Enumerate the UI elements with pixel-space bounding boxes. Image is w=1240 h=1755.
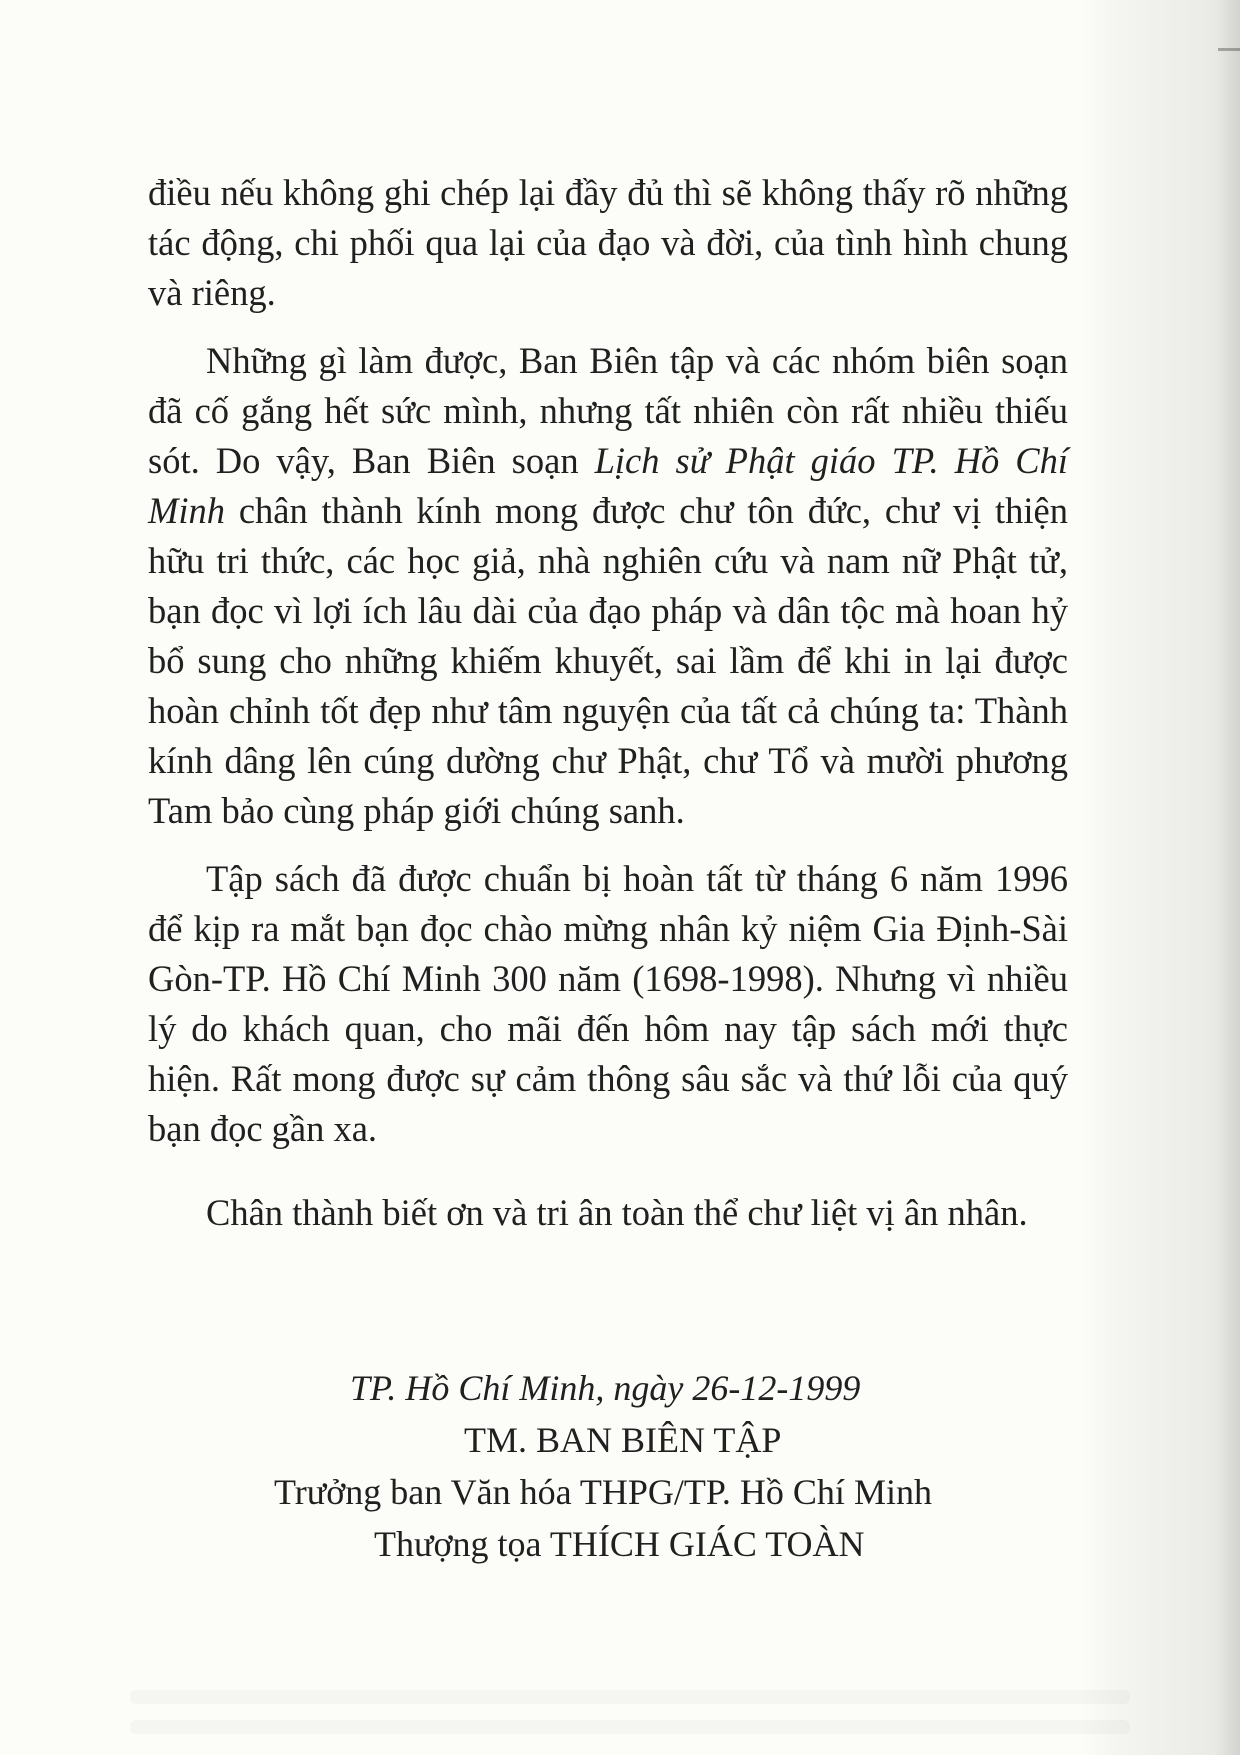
paragraph-continuation: điều nếu không ghi chép lại đầy đủ thì sẽ không thấy rõ những tác động, chi phối qua lại của đạo và đời, của tình hình chung và riêng. xyxy=(148,172,1068,313)
paragraph-publication-note: Tập sách đã được chuẩn bị hoàn tất từ tháng 6 năm 1996 để kịp ra mắt bạn đọc chào mừng nhân kỷ niệm Gia Định-Sài Gòn-TP. Hồ Chí Minh 300 năm (1698-1998). Nhưng vì nhiều lý do khách quan, cho mãi đến hôm nay tập sách mới thực hiện. Rất mong được sự cảm thông sâu sắc và thứ lỗi của quý bạn đọc gần xa. xyxy=(148,858,1068,1149)
page-edge-shadow xyxy=(1216,0,1240,1755)
signature-organization: TM. BAN BIÊN TẬP xyxy=(464,1420,782,1460)
body-text xyxy=(148,168,1068,1256)
paragraph-apology xyxy=(148,336,1068,836)
page-edge-mark xyxy=(1218,48,1240,51)
signature-name: Thượng tọa THÍCH GIÁC TOÀN xyxy=(374,1524,865,1564)
paragraph-text: Những gì làm được, Ban Biên tập và các nhóm biên soạn đã cố gắng hết sức mình, nhưng tất nhiên còn rất nhiều thiếu sót. Do vậy, Ban Biên soạn xyxy=(148,340,1068,481)
bleed-through-shade xyxy=(130,1720,1130,1734)
signature-block xyxy=(148,1362,1068,1570)
book-title: Lịch sử Phật giáo TP. Hồ Chí Minh xyxy=(148,440,1068,531)
paragraph-text: chân thành kính mong được chư tôn đức, chư vị thiện hữu tri thức, các học giả, nhà nghiên cứu và nam nữ Phật tử, bạn đọc vì lợi ích lâu dài của đạo pháp và dân tộc mà hoan hỷ bổ sung cho những khiếm khuyết, sai lầm để khi in lại được hoàn chỉnh tốt đẹp như tâm nguyện của tất cả chúng ta: Thành kính dâng lên cúng dường chư Phật, chư Tổ và mười phương Tam bảo cùng pháp giới chúng sanh. xyxy=(148,490,1068,831)
paragraph-thanks: Chân thành biết ơn và tri ân toàn thể chư liệt vị ân nhân. xyxy=(206,1192,1028,1233)
signature-place-date: TP. Hồ Chí Minh, ngày 26-12-1999 xyxy=(350,1368,861,1408)
bleed-through-shade xyxy=(130,1690,1130,1704)
signature-role: Trưởng ban Văn hóa THPG/TP. Hồ Chí Minh xyxy=(274,1472,932,1512)
